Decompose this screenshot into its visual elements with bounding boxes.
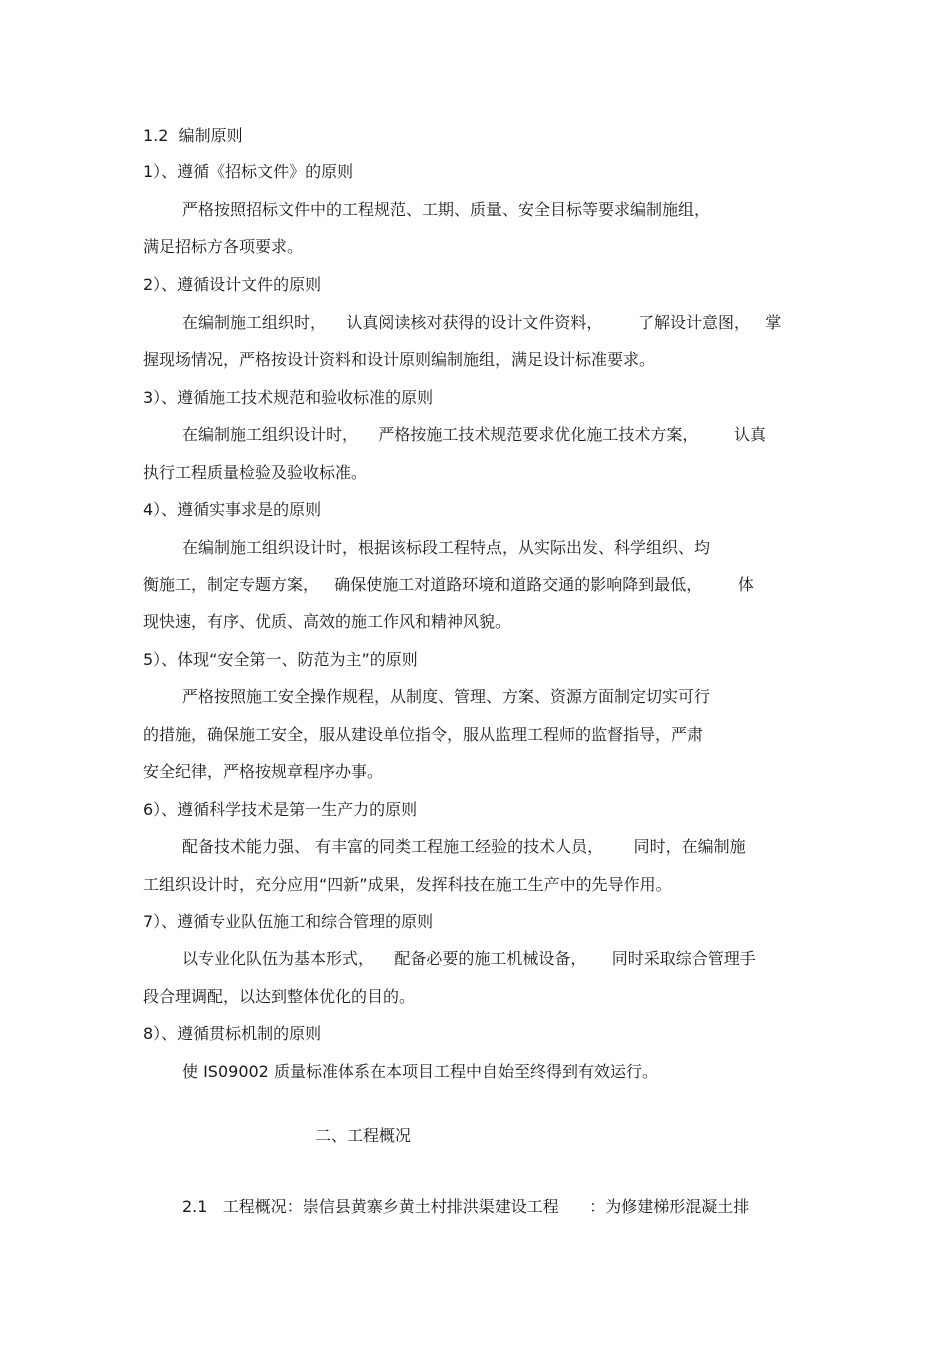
chapter-2-paragraph: 2.1 工程概况：崇信县黄寨乡黄土村排洪渠建设工程 ：为修建梯形混凝土排 <box>182 1197 750 1216</box>
section-heading: 1.2 编制原则 <box>143 126 243 145</box>
principle-4-line-2: 衡施工，制定专题方案， 确保使施工对道路环境和道路交通的影响降到最低， 体 <box>143 575 754 594</box>
principle-1-line-1: 严格按照招标文件中的工程规范、工期、质量、安全目标等要求编制施组， <box>182 200 711 219</box>
principle-2-line-2: 握现场情况，严格按设计资料和设计原则编制施组，满足设计标准要求。 <box>143 350 656 369</box>
principle-4-title: 4）、遵循实事求是的原则 <box>143 500 322 519</box>
principle-8-line-1: 使 IS09002 质量标准体系在本项目工程中自始至终得到有效运行。 <box>182 1062 658 1081</box>
principle-5-line-1: 严格按照施工安全操作规程，从制度、管理、方案、资源方面制定切实可行 <box>182 687 711 706</box>
principle-4-line-1: 在编制施工组织设计时，根据该标段工程特点，从实际出发、科学组织、均 <box>182 538 711 557</box>
principle-6-line-1: 配备技术能力强、 有丰富的同类工程施工经验的技术人员， 同时，在编制施 <box>182 837 746 856</box>
chapter-2-title: 二、工程概况 <box>315 1126 412 1145</box>
principle-1-line-2: 满足招标方各项要求。 <box>143 237 304 256</box>
principle-6-title: 6）、遵循科学技术是第一生产力的原则 <box>143 800 418 819</box>
principle-7-line-1: 以专业化队伍为基本形式， 配备必要的施工机械设备， 同时采取综合管理手 <box>182 949 756 968</box>
principle-2-line-1: 在编制施工组织时， 认真阅读核对获得的设计文件资料， 了解设计意图， 掌 <box>182 313 782 332</box>
principle-3-title: 3）、遵循施工技术规范和验收标准的原则 <box>143 388 434 407</box>
principle-5-line-3: 安全纪律，严格按规章程序办事。 <box>143 762 384 781</box>
principle-8-title: 8）、遵循贯标机制的原则 <box>143 1024 322 1043</box>
principle-1-title: 1）、遵循《招标文件》的原则 <box>143 162 354 181</box>
principle-3-line-1: 在编制施工组织设计时， 严格按施工技术规范要求优化施工技术方案， 认真 <box>182 425 766 444</box>
principle-5-title: 5）、体现“安全第一、防范为主”的原则 <box>143 650 418 669</box>
principle-6-line-2: 工组织设计时，充分应用“四新”成果，发挥科技在施工生产中的先导作用。 <box>143 875 672 894</box>
principle-7-line-2: 段合理调配，以达到整体优化的目的。 <box>143 987 416 1006</box>
principle-4-line-3: 现快速，有序、优质、高效的施工作风和精神风貌。 <box>143 612 512 631</box>
principle-3-line-2: 执行工程质量检验及验收标准。 <box>143 463 368 482</box>
principle-7-title: 7）、遵循专业队伍施工和综合管理的原则 <box>143 912 434 931</box>
principle-5-line-2: 的措施，确保施工安全，服从建设单位指令，服从监理工程师的监督指导，严肃 <box>143 725 704 744</box>
principle-2-title: 2）、遵循设计文件的原则 <box>143 275 322 294</box>
